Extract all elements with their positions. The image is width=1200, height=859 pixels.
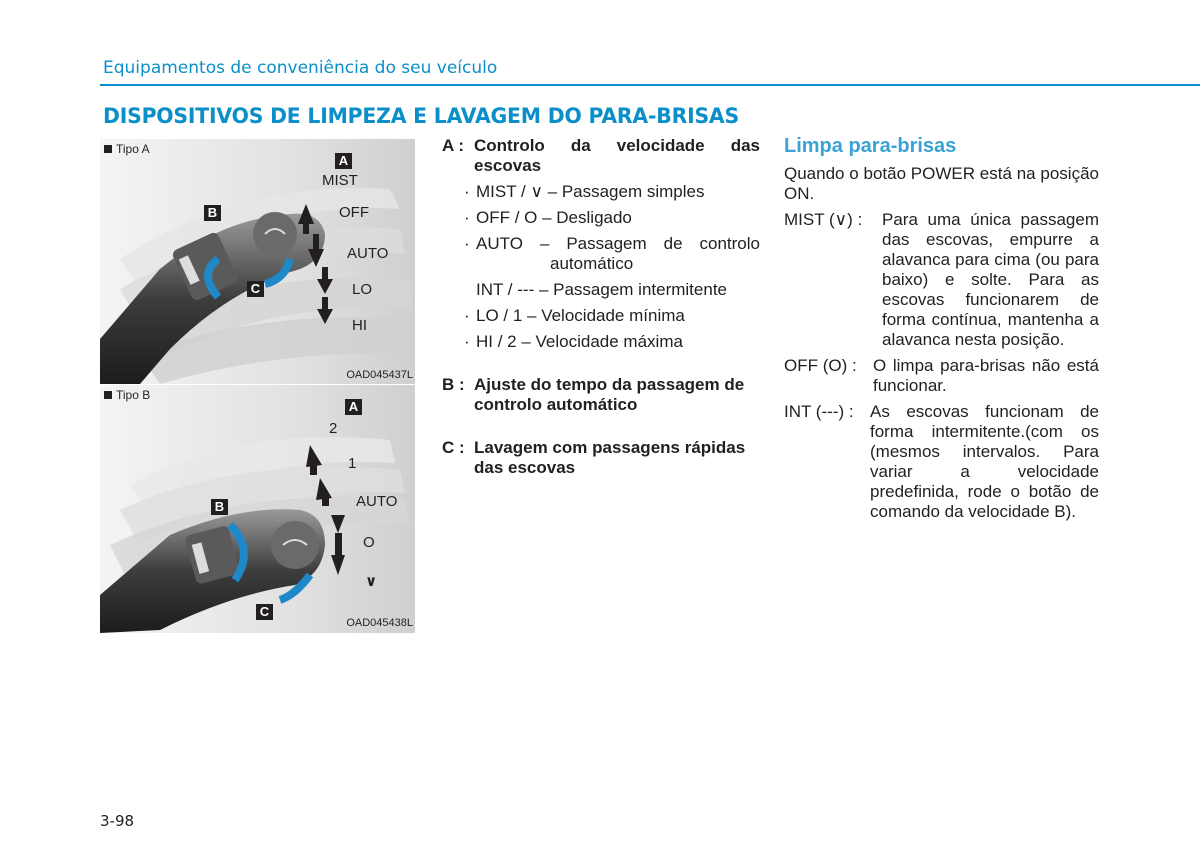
square-bullet-icon	[104, 145, 112, 153]
position-mist-symbol: ∨	[365, 573, 378, 590]
legend-key-b: B :	[442, 375, 465, 394]
badge-a: A	[335, 153, 352, 169]
position-auto: AUTO	[356, 493, 398, 510]
position-2: 2	[329, 420, 338, 437]
speed-item-text: OFF / O – Desligado	[476, 208, 632, 227]
figure-code-a: OAD045437L	[346, 369, 413, 381]
legend-key-a: A :	[442, 136, 465, 155]
speed-item-text: INT / --- – Passagem intermitente	[476, 280, 727, 299]
position-off: OFF	[339, 204, 369, 221]
figure-label-a	[104, 142, 150, 156]
subheading: Limpa para-brisas	[784, 135, 957, 157]
bullet: ·	[464, 208, 470, 227]
badge-b: B	[211, 499, 228, 515]
section-header: Equipamentos de conveniência do seu veículo	[103, 58, 498, 78]
speed-item-text: HI / 2 – Velocidade máxima	[476, 332, 683, 351]
speed-item	[442, 332, 760, 352]
legend-column	[442, 136, 760, 478]
badge-a: A	[345, 399, 362, 415]
bullet: ·	[464, 306, 470, 325]
position-auto: AUTO	[347, 245, 389, 262]
position-o: O	[363, 534, 375, 551]
intro-paragraph: Quando o botão POWER está na posição ON.	[784, 164, 1099, 203]
badge-b: B	[204, 205, 221, 221]
position-lo: LO	[352, 281, 373, 298]
square-bullet-icon	[104, 391, 112, 399]
legend-item-b	[442, 375, 760, 415]
position-mist: MIST	[322, 172, 358, 189]
speed-item	[442, 234, 760, 274]
badge-c: C	[256, 604, 273, 620]
legend-item-c	[442, 438, 760, 478]
speed-item-text: MIST / ∨ – Passagem simples	[476, 182, 705, 201]
page-number: 3-98	[100, 812, 135, 830]
figure-tipo-b	[100, 385, 415, 633]
speed-item-text: LO / 1 – Velocidade mínima	[476, 306, 685, 325]
definition-body: As escovas funcionam de forma intermitente.(com os (mesmos intervalos. Para variar a velocidade predefinida, rode o botão de comando da velocidade B).	[870, 402, 1099, 521]
speed-item	[442, 182, 760, 202]
definition-term: INT (---) :	[784, 402, 854, 421]
figure-label-text: Tipo B	[116, 388, 151, 402]
figure-label-text: Tipo A	[116, 142, 150, 156]
figure-tipo-a	[100, 139, 415, 384]
description-column	[784, 136, 1099, 522]
legend-key-c: C :	[442, 438, 465, 457]
speed-item	[442, 208, 760, 228]
position-1: 1	[348, 455, 357, 472]
definition-term: OFF (O) :	[784, 356, 857, 375]
definition-mist	[784, 210, 1099, 350]
definition-off	[784, 356, 1099, 396]
bullet: ·	[464, 332, 470, 351]
position-hi: HI	[352, 317, 367, 334]
legend-title-a: Controlo da velocidade das escovas	[474, 136, 760, 175]
speed-item	[442, 280, 760, 300]
legend-title-b: Ajuste do tempo da passagem de controlo automático	[474, 375, 745, 414]
badge-c: C	[247, 281, 264, 297]
definition-body: O limpa para-brisas não está funcionar.	[873, 356, 1099, 395]
definition-int	[784, 402, 1099, 522]
header-divider	[100, 84, 1200, 86]
definition-body: Para uma única passagem das escovas, empurre a alavanca para cima (ou para baixo) e solte. Para as escovas funcionarem de forma contínua, mantenha a alavanca nesta posição.	[882, 210, 1099, 349]
speed-item	[442, 306, 760, 326]
bullet: ·	[464, 234, 470, 253]
legend-title-c: Lavagem com passagens rápidas das escovas	[474, 438, 746, 477]
figure-code-b: OAD045438L	[346, 617, 413, 629]
page-title: DISPOSITIVOS DE LIMPEZA E LAVAGEM DO PARA-BRISAS	[103, 104, 739, 128]
definition-term: MIST (∨) :	[784, 210, 863, 229]
bullet: ·	[464, 182, 470, 201]
speed-item-continuation: automático	[550, 254, 634, 273]
legend-item-a	[442, 136, 760, 176]
figure-label-b	[104, 388, 150, 402]
speed-item-text: AUTO – Passagem de controlo	[476, 234, 760, 253]
